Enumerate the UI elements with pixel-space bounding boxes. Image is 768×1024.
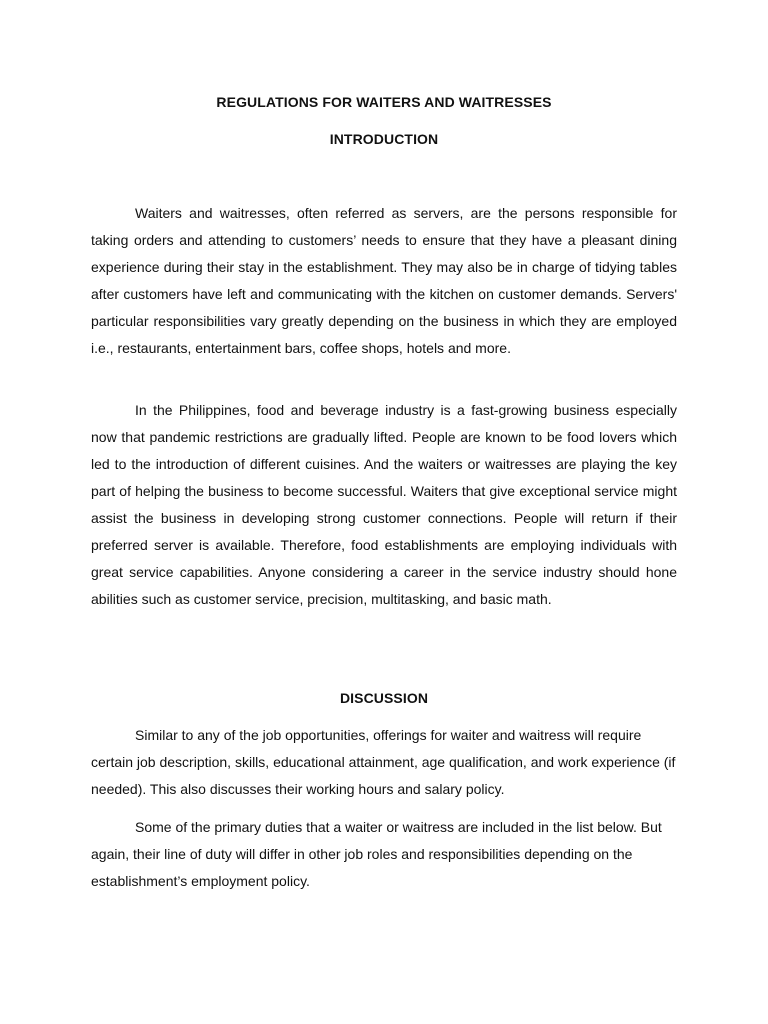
discussion-paragraph-2: Some of the primary duties that a waiter or waitress are included in the list below. But again, their line of duty will differ in other job roles and responsibilities depending on the establishment’s employment policy.	[91, 819, 662, 889]
document-title: REGULATIONS FOR WAITERS AND WAITRESSES	[216, 94, 552, 110]
discussion-paragraph-1: Similar to any of the job opportunities, offerings for waiter and waitress will require certain job description, skills, educational attainment, age qualification, and work experience (if needed). This also discusses their working hours and salary policy.	[91, 727, 676, 797]
intro-paragraph-1: Waiters and waitresses, often referred as servers, are the persons responsible for taking orders and attending to customers’ needs to ensure that they have a pleasant dining experience during their stay in the establishment. They may also be in charge of tidying tables after customers have left and communicating with the kitchen on customer demands. Servers' particular responsibilities vary greatly depending on the business in which they are employed i.e., restaurants, entertainment bars, coffee shops, hotels and more.	[91, 205, 677, 356]
intro-paragraph-2: In the Philippines, food and beverage industry is a fast-growing business especially now that pandemic restrictions are gradually lifted. People are known to be food lovers which led to the introduction of different cuisines. And the waiters or waitresses are playing the key part of helping the business to become successful. Waiters that give exceptional service might assist the business in developing strong customer connections. People will return if their preferred server is available. Therefore, food establishments are employing individuals with great service capabilities. Anyone considering a career in the service industry should hone abilities such as customer service, precision, multitasking, and basic math.	[91, 402, 677, 607]
introduction-heading: INTRODUCTION	[329, 131, 439, 147]
discussion-heading: DISCUSSION	[339, 690, 429, 706]
